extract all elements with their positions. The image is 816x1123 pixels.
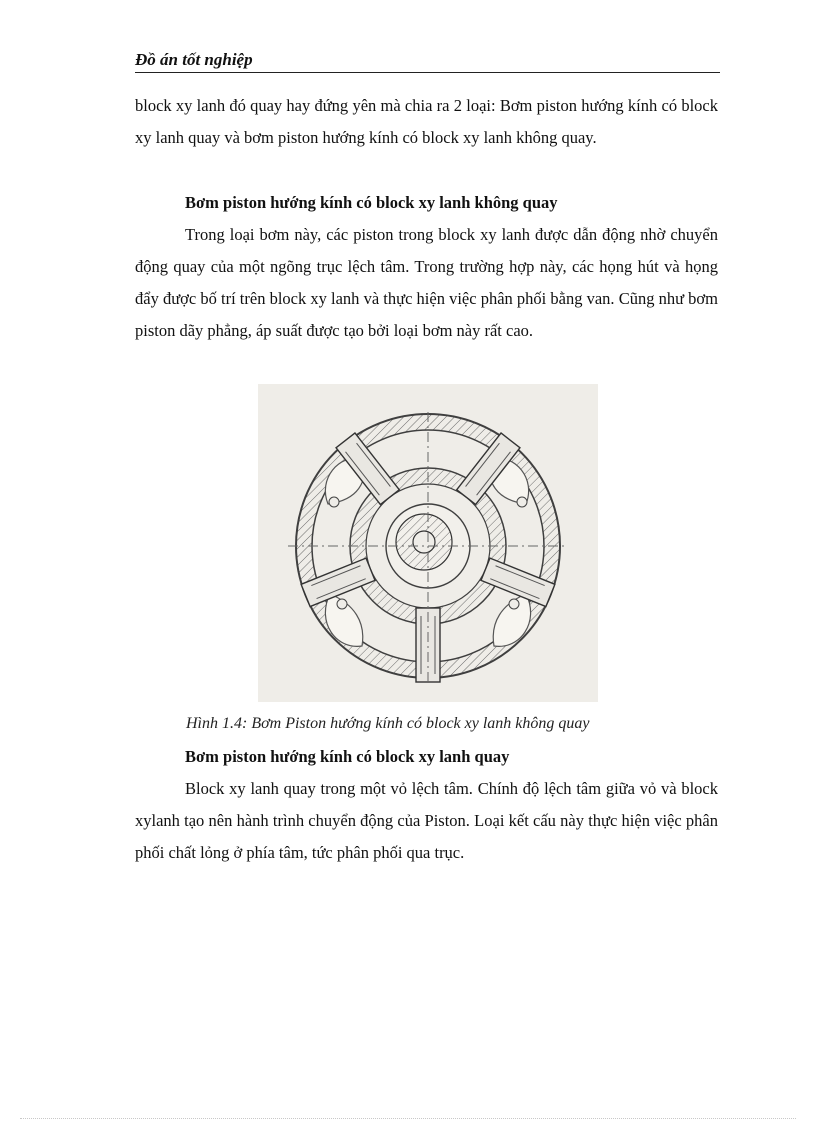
intro-paragraph: block xy lanh đó quay hay đứng yên mà chia ra 2 loại: Bơm piston hướng kính có block xy lanh quay và bơm piston hướng kính có block xy lanh không quay. [135, 96, 718, 147]
body-paragraph-1: Trong loại bơm này, các piston trong block xy lanh được dẫn động nhờ chuyển động quay của một ngõng trục lệch tâm. Trong trường hợp này, các họng hút và họng đẩy được bố trí trên block xy lanh và thực hiện việc phân phối bằng van. Cũng như bơm piston dãy phẳng, áp suất được tạo bởi loại bơm này rất cao. [135, 225, 718, 340]
bolt-hole-3 [329, 497, 339, 507]
bolt-hole-1 [337, 599, 347, 609]
bolt-hole-4 [517, 497, 527, 507]
bolt-hole-2 [509, 599, 519, 609]
section-heading-rotating: Bơm piston hướng kính có block xy lanh quay [185, 747, 510, 766]
radial-piston-pump-figure [258, 384, 598, 702]
shaft-center [413, 531, 435, 553]
bottom-rule [20, 1118, 796, 1119]
figure-caption: Hình 1.4: Bơm Piston hướng kính có block xy lanh không quay [186, 715, 590, 732]
pump-drawing [258, 384, 598, 702]
section-heading-non-rotating: Bơm piston hướng kính có block xy lanh không quay [185, 193, 558, 212]
body-paragraph-2: Block xy lanh quay trong một vỏ lệch tâm. Chính độ lệch tâm giữa vỏ và block xylanh tạo nên hành trình chuyển động của Piston. Loại kết cấu này thực hiện việc phân phối chất lỏng ở phía tâm, tức phân phối qua trục. [135, 779, 718, 862]
page-header [135, 48, 720, 73]
header-title: Đồ án tốt nghiệp [135, 50, 253, 69]
